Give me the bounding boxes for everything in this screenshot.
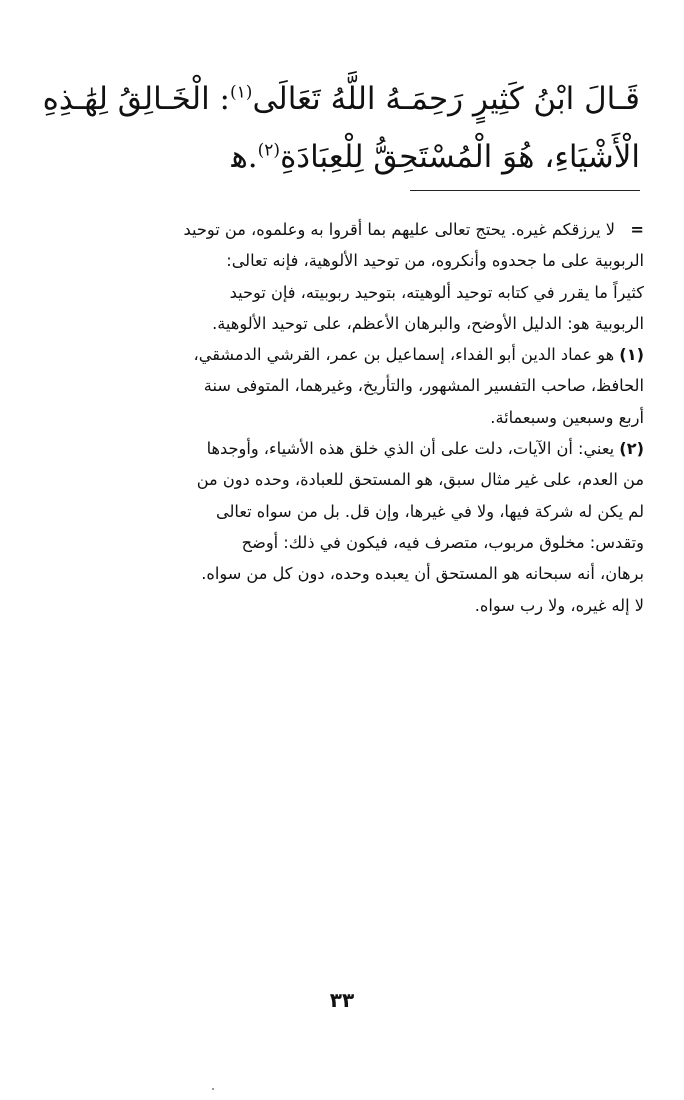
footnote-line [40, 308, 644, 339]
footnote-line-text: الربوبية على ما جحدوه وأنكروه، من توحيد الألوهية، فإنه تعالى: [226, 251, 644, 271]
footnote-line-text: من العدم، على غير مثال سبق، هو المستحق للعبادة، وحده دون من [196, 470, 644, 490]
footnote-line-text: هو عماد الدين أبو الفداء، إسماعيل بن عمر، القرشي الدمشقي، [193, 345, 615, 365]
footnotes [40, 214, 644, 621]
footnote-2-marker: (٢) [619, 439, 644, 459]
footnote-line-text: يعني: أن الآيات، دلت على أن الذي خلق هذه الأشياء، وأوجدها [206, 439, 615, 459]
footnote-line [40, 402, 644, 433]
main-quote-line-2-rest: .ﻫ [231, 139, 258, 175]
footnote-line [40, 214, 644, 245]
footnote-2 [40, 433, 644, 621]
footnote-continuation [40, 214, 644, 339]
continuation-marker: = [630, 220, 644, 239]
footnote-line [40, 245, 644, 276]
footnote-line-text: أربع وسبعين وسبعمائة. [490, 407, 644, 427]
footnote-line [40, 277, 644, 308]
main-quote [42, 70, 640, 186]
page-number: ٣٣ [329, 988, 355, 1012]
scan-dot [212, 1088, 214, 1090]
footnote-1 [40, 339, 644, 433]
footnote-line [40, 339, 644, 370]
footnote-line [40, 558, 644, 589]
main-quote-line-1-rest: : الْخَـالِقُ لِهَٰـذِهِ [42, 81, 231, 117]
main-quote-line-2 [42, 128, 640, 186]
footnote-line [40, 590, 644, 621]
footnote-1-marker: (١) [619, 345, 644, 365]
main-quote-line-1 [42, 70, 640, 128]
footnote-line-text: لم يكن له شركة فيها، ولا في غيرها، وإن قل. بل من سواه تعالى [215, 501, 644, 521]
footnote-line [40, 527, 644, 558]
footnote-line-text: لا يرزقكم غيره. يحتج تعالى عليهم بما أقروا به وعلموه، من توحيد [183, 220, 615, 239]
main-quote-line-2-text: الْأَشْيَاءِ، هُوَ الْمُسْتَحِقُّ لِلْعِبَادَةِ [280, 139, 640, 175]
footnote-line [40, 496, 644, 527]
footnote-line-text: كثيراً ما يقرر في كتابه توحيد ألوهيته، بتوحيد ربوبيته، فإن توحيد [229, 282, 644, 302]
footnote-line-text: برهان، أنه سبحانه هو المستحق أن يعبده وحده، دون كل من سواه. [201, 564, 644, 584]
footnote-line-text: لا إله غيره، ولا رب سواه. [474, 595, 644, 615]
footnote-line [40, 464, 644, 495]
footnote-line-text: وتقدس: مخلوق مربوب، متصرف فيه، فيكون في ذلك: أوضح [241, 532, 644, 552]
footnote-line-text: الحافظ، صاحب التفسير المشهور، والتأريخ، وغيرهما، المتوفى سنة [203, 376, 644, 396]
main-quote-line-1-text: قَـالَ ابْنُ كَثِيرٍ رَحِمَـهُ اللَّهُ تَعَالَى [252, 81, 640, 117]
footnote-ref-2: (٢) [257, 140, 281, 161]
footnote-line-text: الربوبية هو: الدليل الأوضح، والبرهان الأعظم، على توحيد الألوهية. [212, 313, 644, 333]
footnote-line [40, 433, 644, 464]
footnote-ref-1: (١) [230, 82, 253, 103]
footnote-separator [410, 190, 640, 191]
footnote-line [40, 370, 644, 401]
